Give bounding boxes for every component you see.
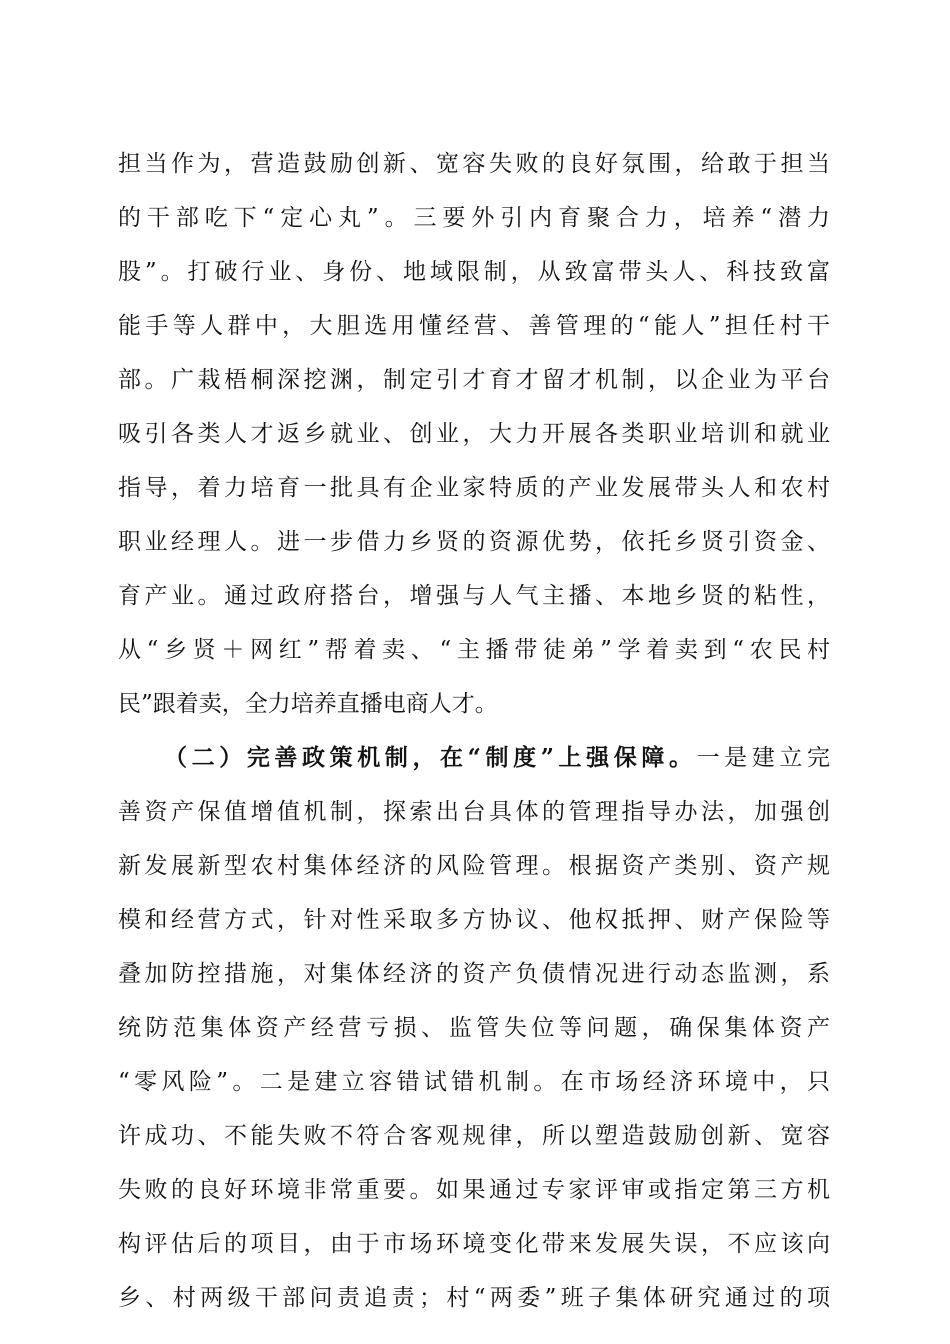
paragraph-line: 吸引各类人才返乡就业、创业，大力开展各类职业培训和就业 — [118, 421, 830, 447]
paragraph-line: 统防范集体资产经营亏损、监管失位等问题，确保集体资产 — [118, 1015, 830, 1041]
paragraph-line: 乡、村两级干部问责追责；村“两委”班子集体研究通过的项 — [118, 1285, 830, 1311]
paragraph-line: 股”。打破行业、身份、地域限制，从致富带头人、科技致富 — [118, 259, 830, 285]
paragraph-line: 从“乡贤＋网红”帮着卖、“主播带徒弟”学着卖到“农民村 — [118, 637, 830, 663]
paragraph-line: 叠加防控措施，对集体经济的资产负债情况进行动态监测，系 — [118, 961, 830, 987]
paragraph-line: 部。广栽梧桐深挖渊，制定引才育才留才机制，以企业为平台 — [118, 367, 830, 393]
section-heading: （二）完善政策机制，在“制度”上强保障。 — [164, 744, 697, 771]
paragraph-line: 民”跟着卖，全力培养直播电商人才。 — [118, 691, 498, 717]
paragraph-line: 模和经营方式，针对性采取多方协议、他权抵押、财产保险等 — [118, 907, 830, 933]
paragraph-line: 善资产保值增值机制，探索出台具体的管理指导办法，加强创 — [118, 799, 830, 825]
paragraph-line: 担当作为，营造鼓励创新、宽容失败的良好氛围，给敢于担当 — [118, 151, 830, 177]
paragraph-line: 新发展新型农村集体经济的风险管理。根据资产类别、资产规 — [118, 853, 830, 879]
section-heading-line — [118, 731, 830, 785]
paragraph-line: 构评估后的项目，由于市场环境变化带来发展失误，不应该向 — [118, 1231, 830, 1257]
paragraph-line: 的干部吃下“定心丸”。三要外引内育聚合力，培养“潜力 — [118, 205, 830, 231]
paragraph-line: 失败的良好环境非常重要。如果通过专家评审或指定第三方机 — [118, 1177, 830, 1203]
paragraph-line: “零风险”。二是建立容错试错机制。在市场经济环境中，只 — [118, 1069, 830, 1095]
paragraph-line: 许成功、不能失败不符合客观规律，所以塑造鼓励创新、宽容 — [118, 1123, 830, 1149]
paragraph-line: 育产业。通过政府搭台，增强与人气主播、本地乡贤的粘性， — [118, 583, 830, 609]
paragraph-line: 指导，着力培育一批具有企业家特质的产业发展带头人和农村 — [118, 475, 830, 501]
paragraph-text: 一是建立完 — [696, 745, 830, 771]
document-body — [118, 137, 830, 1325]
paragraph-line: 能手等人群中，大胆选用懂经营、善管理的“能人”担任村干 — [118, 313, 830, 339]
paragraph-line: 职业经理人。进一步借力乡贤的资源优势，依托乡贤引资金、 — [118, 529, 830, 555]
